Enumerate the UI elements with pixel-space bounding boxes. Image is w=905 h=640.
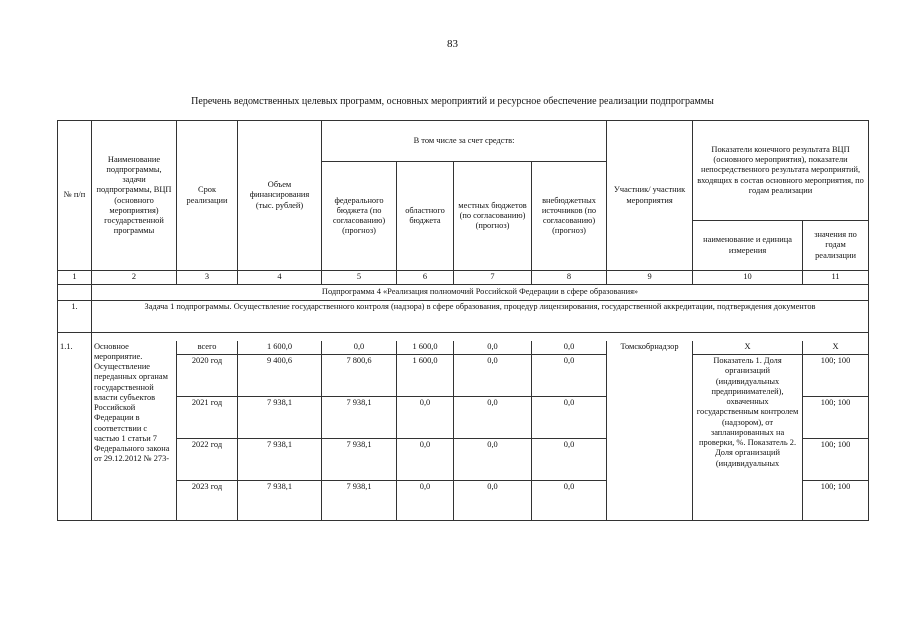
local: 0,0 xyxy=(454,439,532,481)
federal: 7 938,1 xyxy=(322,481,397,521)
regional: 0,0 xyxy=(397,439,454,481)
header-sources: В том числе за счет средств: xyxy=(322,121,607,162)
federal: 7 800,6 xyxy=(322,355,397,397)
col-number: 1 xyxy=(58,271,92,285)
header-participant: Участник/ участник мероприятия xyxy=(607,121,693,271)
period: 2022 год xyxy=(177,439,238,481)
header-regional: областного бюджета xyxy=(397,162,454,271)
header-ind-values: значения по годам реализации xyxy=(803,221,869,271)
header-extra: внебюджетных источников (по согласованию) (прогноз) xyxy=(532,162,607,271)
task-title: Задача 1 подпрограммы. Осуществление государственного контроля (надзора) в сфере образования, процедур лицензирования, государственной аккредитации, подтверждения документов xyxy=(92,301,869,333)
col-number: 3 xyxy=(177,271,238,285)
header-local: местных бюджетов (по согласованию) (прогноз) xyxy=(454,162,532,271)
col-number: 9 xyxy=(607,271,693,285)
local: 0,0 xyxy=(454,397,532,439)
ind-value: 100; 100 xyxy=(803,397,869,439)
column-numbers-row xyxy=(58,271,869,285)
federal: 7 938,1 xyxy=(322,397,397,439)
measure-name: Основное мероприятие. Осуществление переданных органам государственной власти субъектов Российской Федерации в соответствии с частью 1 статьи 7 Федерального закона от 29.12.2012 № 273- xyxy=(92,341,177,521)
volume: 7 938,1 xyxy=(238,439,322,481)
spacer-cell xyxy=(58,333,92,341)
volume: 7 938,1 xyxy=(238,481,322,521)
ind-value: 100; 100 xyxy=(803,355,869,397)
measure-row-total xyxy=(58,341,869,355)
header-indicators: Показатели конечного результата ВЦП (основного мероприятия), показатели непосредственного результата мероприятий, входящих в состав основного мероприятия, по годам реализации xyxy=(693,121,869,221)
measure-row-2020 xyxy=(58,355,869,397)
header-num: № п/п xyxy=(58,121,92,271)
col-number: 4 xyxy=(238,271,322,285)
regional: 0,0 xyxy=(397,481,454,521)
col-number: 11 xyxy=(803,271,869,285)
document-title: Перечень ведомственных целевых программ, основных мероприятий и ресурсное обеспечение реализации подпрограммы xyxy=(191,96,714,107)
col-number: 10 xyxy=(693,271,803,285)
extra: 0,0 xyxy=(532,355,607,397)
subprogram-num-cell xyxy=(58,285,92,301)
participant: Томскобрнадзор xyxy=(607,341,693,521)
subprogram-title: Подпрограмма 4 «Реализация полномочий Российской Федерации в сфере образования» xyxy=(92,285,869,301)
period: 2020 год xyxy=(177,355,238,397)
period: 2023 год xyxy=(177,481,238,521)
col-number: 5 xyxy=(322,271,397,285)
period: всего xyxy=(177,341,238,355)
page-number: 83 xyxy=(447,38,458,50)
task-num: 1. xyxy=(58,301,92,333)
col-number: 2 xyxy=(92,271,177,285)
indicator-text: Показатель 1. Доля организаций (индивидуальных предпринимателей), охваченных государственным контролем (надзором), от запланированных на проверки, %. Показатель 2. Доля организаций (индивидуальных xyxy=(693,355,803,521)
header-ind-name: наименование и единица измерения xyxy=(693,221,803,271)
indicator-x: Х xyxy=(693,341,803,355)
ind-value: Х xyxy=(803,341,869,355)
extra: 0,0 xyxy=(532,397,607,439)
volume: 7 938,1 xyxy=(238,397,322,439)
volume: 9 400,6 xyxy=(238,355,322,397)
col-number: 8 xyxy=(532,271,607,285)
period: 2021 год xyxy=(177,397,238,439)
col-number: 7 xyxy=(454,271,532,285)
header-term: Срок реализации xyxy=(177,121,238,271)
header-name: Наименование подпрограммы, задачи подпрограммы, ВЦП (основного мероприятия) государственной программы xyxy=(92,121,177,271)
local: 0,0 xyxy=(454,355,532,397)
programs-table xyxy=(57,120,869,521)
spacer-cell xyxy=(92,333,869,341)
local: 0,0 xyxy=(454,341,532,355)
measure-num: 1.1. xyxy=(58,341,92,521)
federal: 7 938,1 xyxy=(322,439,397,481)
volume: 1 600,0 xyxy=(238,341,322,355)
ind-value: 100; 100 xyxy=(803,439,869,481)
extra: 0,0 xyxy=(532,341,607,355)
federal: 0,0 xyxy=(322,341,397,355)
regional: 1 600,0 xyxy=(397,355,454,397)
ind-value: 100; 100 xyxy=(803,481,869,521)
regional: 0,0 xyxy=(397,397,454,439)
extra: 0,0 xyxy=(532,481,607,521)
col-number: 6 xyxy=(397,271,454,285)
header-federal: федерального бюджета (по согласованию) (прогноз) xyxy=(322,162,397,271)
regional: 1 600,0 xyxy=(397,341,454,355)
header-volume: Объем финансирования (тыс. рублей) xyxy=(238,121,322,271)
extra: 0,0 xyxy=(532,439,607,481)
local: 0,0 xyxy=(454,481,532,521)
